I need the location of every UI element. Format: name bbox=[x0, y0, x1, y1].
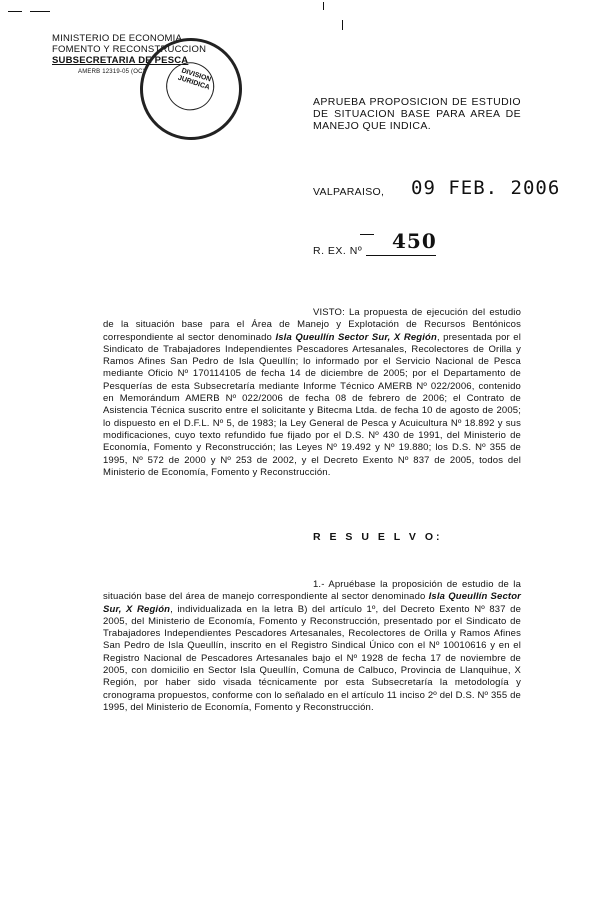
stamp-text: DIVISION JURIDICA bbox=[176, 67, 212, 92]
ministry-name: MINISTERIO DE ECONOMIA bbox=[52, 33, 183, 44]
undersecretary: SUBSECRETARIA DE PESCA bbox=[52, 55, 189, 66]
resolution-label-text: R. EX. Nº bbox=[313, 245, 363, 257]
place: VALPARAISO, bbox=[313, 186, 385, 198]
scan-mark bbox=[342, 20, 343, 30]
document-title: APRUEBA PROPOSICION DE ESTUDIO DE SITUACION BASE PARA AREA DE MANEJO QUE INDICA. bbox=[313, 96, 521, 132]
visto-lead: VISTO: bbox=[313, 307, 345, 318]
visto-sector: Isla Queullín Sector Sur, X Región bbox=[275, 331, 437, 343]
date-stamp: 09 FEB. 2006 bbox=[411, 177, 561, 199]
scan-mark bbox=[30, 11, 50, 12]
scan-mark bbox=[8, 11, 22, 12]
reference-code: AMERB 12319-05 (OC) bbox=[78, 69, 145, 75]
ministry-sub: FOMENTO Y RECONSTRUCCION bbox=[52, 44, 207, 55]
resolution-number: 450 bbox=[392, 229, 437, 253]
visto-text-b: , presentada por el Sindicato de Trabajadores Independientes Pescadores Artesanales, Recolectores de Orilla y Ramos Afines San Pedro de Isla Queullín; lo informado por el Servicio Nacional de Pesca mediante Oficio Nº 170114105 de fecha 14 de diciembre de 2005; por el Departamento de Pesquerías de esta Subsecretaría mediante Informe Técnico AMERB Nº 022/2006, contenido en Memorándum AMERB Nº 022/2006 de fecha 08 de febrero de 2006; el Contrato de Asistencia Técnica suscrito entre el solicitante y Bitecma Ltda. de fecha 10 de agosto de 2005; lo dispuesto en el D.F.L. Nº 5, de 1983; la Ley General de Pesca y Acuicultura Nº 18.892 y sus modificaciones, cuyo texto refundido fue fijado por el D.S. Nº 430 de 1991, del Ministerio de Economía, Fomento y Reconstrucción; las Leyes Nº 19.492 y Nº 19.880; los D.S. Nº 355 de 1995, Nº 572 de 2000 y Nº 253 de 2002, y el Decreto Exento Nº 837 de 2005, todos del Ministerio de Economía, Fomento y Reconstrucción. bbox=[103, 331, 521, 478]
article-1-text-b: , individualizada en la letra B) del artículo 1º, del Decreto Exento Nº 837 de 2005, del Ministerio de Economía, Fomento y Reconstrucción, presentado por el Sindicato de Trabajadores Independientes Pescadores Artesanales, Recolectores de Orilla y Ramos Afines San Pedro de Isla Queullín, inscrito en el Registro Sindical Único con el Nº 10010616 y en el Registro Nacional de Pescadores Artesanales bajo el Nº 1928 de fecha 17 de noviembre de 2005, con domicilio en Sector Isla Queullín, Comuna de Calbuco, Provincia de Llanquihue, X Región, por haber sido visada técnicamente por esta Subsecretaría la metodología y cronograma propuestos, conforme con lo señalado en el artículo 11 inciso 2º del D.S. Nº 355 de 1995, del Ministerio de Economía, Fomento y Reconstrucción. bbox=[103, 603, 521, 713]
article-1-text-a: de la situación base del área de manejo correspondiente al sector denominado bbox=[103, 579, 522, 603]
article-1-sector: Isla Queullín Sector Sur, X Región bbox=[103, 591, 521, 615]
article-1-paragraph bbox=[103, 579, 521, 714]
article-1-lead: 1.- Apruébase la proposición de estudio bbox=[313, 579, 494, 590]
scan-mark bbox=[323, 2, 324, 10]
resuelvo-heading: R E S U E L V O: bbox=[313, 531, 443, 543]
dash-mark bbox=[360, 234, 374, 235]
resolution-line bbox=[366, 255, 436, 256]
visto-text-a: La propuesta de ejecución del estudio de la situación base para el Área de Manejo y Explotación de Recursos Bentónicos correspondiente al sector denominado bbox=[103, 307, 521, 343]
visto-paragraph bbox=[103, 307, 521, 479]
